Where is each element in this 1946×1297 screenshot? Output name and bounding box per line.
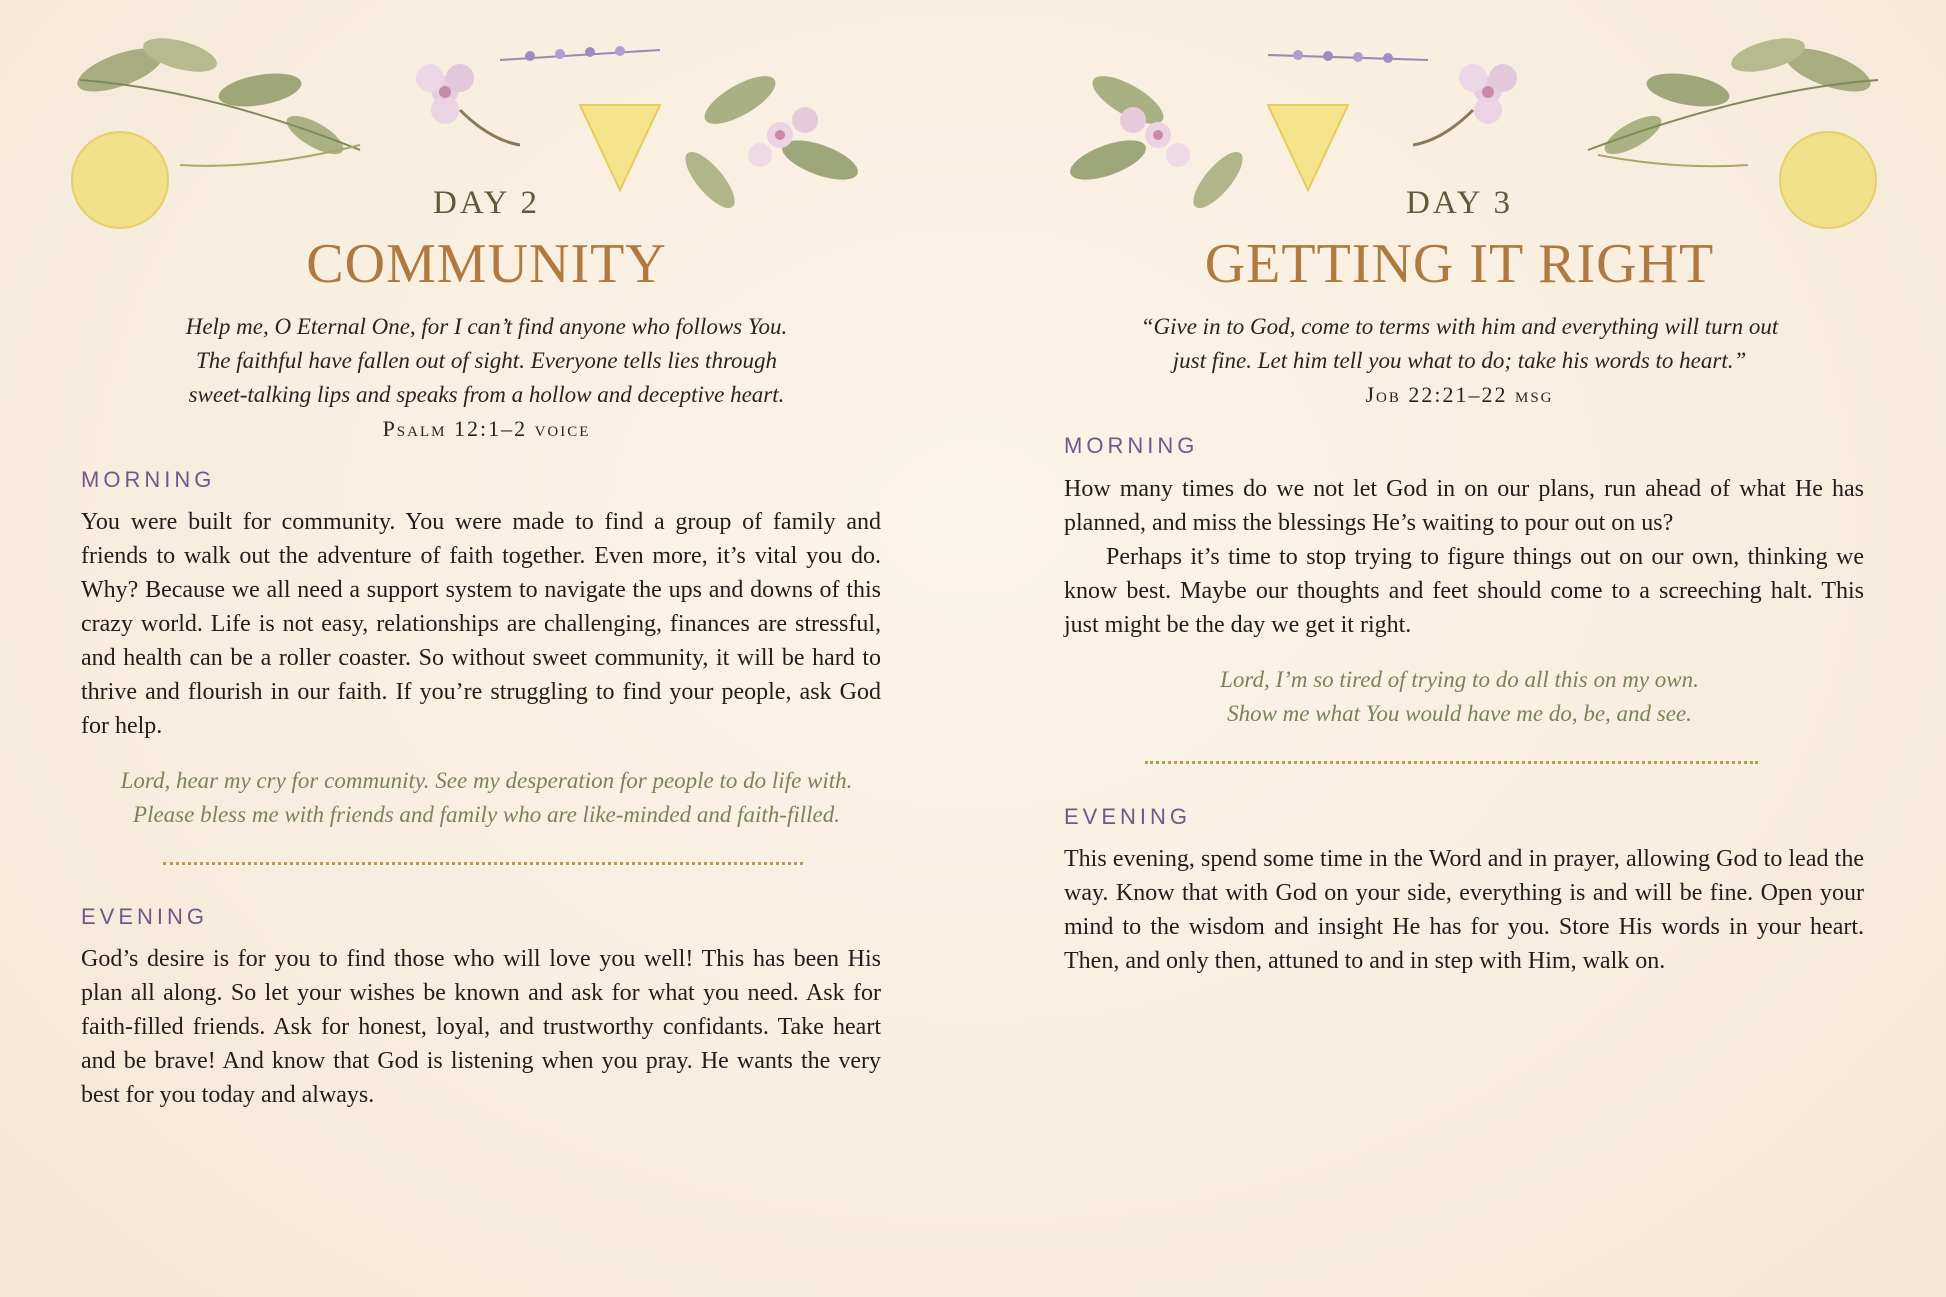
sprig-icon bbox=[1598, 155, 1748, 166]
prayer-line: Please bless me with friends and family who are like-minded and faith-filled. bbox=[133, 802, 840, 827]
verse-line: Help me, O Eternal One, for I can’t find anyone who follows You. bbox=[185, 314, 788, 339]
morning-paragraph: How many times do we not let God in on our plans, run ahead of what He has planned, and miss the blessings He’s waiting to pour out on us? bbox=[1064, 476, 1864, 536]
evening-heading: EVENING bbox=[1064, 804, 1192, 829]
evening-paragraph: This evening, spend some time in the Word and in prayer, allowing God to lead the way. Know that with God on your side, everything is and will be fine. Open your mind to the wisdom and insight He has for you. Store His words in your heart. Then, and only then, attuned to and in step with Him, walk on. bbox=[1064, 846, 1864, 974]
evening-body bbox=[81, 942, 881, 1112]
morning-body bbox=[1064, 472, 1864, 642]
lavender-sprig-icon bbox=[1268, 50, 1428, 63]
morning-paragraph: Perhaps it’s time to stop trying to figure things out on our own, thinking we know best. Maybe our thoughts and feet should come to a screeching halt. This just might be the day we get it right. bbox=[1064, 544, 1864, 638]
dotted-divider bbox=[1145, 761, 1758, 764]
evening-heading: EVENING bbox=[81, 904, 209, 929]
blossom-icon bbox=[1413, 64, 1517, 145]
right-page bbox=[973, 0, 1946, 1297]
day-label: DAY 3 bbox=[1406, 185, 1513, 221]
blossom-icon bbox=[416, 64, 520, 145]
verse-line: just fine. Let him tell you what to do; take his words to heart.” bbox=[1172, 348, 1747, 373]
prayer-line: Lord, hear my cry for community. See my desperation for people to do life with. bbox=[120, 768, 853, 793]
evening-body bbox=[1064, 842, 1864, 978]
morning-paragraph: You were built for community. You were made to find a group of family and friends to walk out the adventure of faith together. Even more, it’s vital you do. Why? Because we all need a support system to navigate the ups and downs of this crazy world. Life is not easy, relationships are challenging, finances are stressful, and health can be a roller coaster. So without sweet community, it will be hard to thrive and flourish in our faith. If you’re struggling to find your people, ask God for help. bbox=[81, 509, 881, 739]
verse-reference: Psalm 12:1–2 voice bbox=[382, 416, 591, 441]
lavender-sprig-icon bbox=[500, 46, 660, 61]
scripture-verse bbox=[0, 310, 973, 446]
dotted-divider bbox=[163, 862, 803, 865]
morning-heading: MORNING bbox=[81, 467, 216, 492]
evening-paragraph: God’s desire is for you to find those who will love you well! This has been His plan all along. So let your wishes be known and ask for what you need. Ask for faith-filled friends. Ask for honest, loyal, and trustworthy confidants. Take heart and be brave! And know that God is listening when you pray. He wants the very best for you today and always. bbox=[81, 946, 881, 1108]
morning-body bbox=[81, 505, 881, 743]
verse-reference: Job 22:21–22 msg bbox=[1365, 382, 1554, 407]
day-label: DAY 2 bbox=[433, 185, 540, 221]
verse-line: The faithful have fallen out of sight. Everyone tells lies through bbox=[195, 348, 778, 373]
morning-heading: MORNING bbox=[1064, 433, 1199, 458]
morning-prayer bbox=[973, 663, 1946, 731]
verse-line: sweet-talking lips and speaks from a hollow and deceptive heart. bbox=[188, 382, 785, 407]
prayer-line: Lord, I’m so tired of trying to do all this on my own. bbox=[1220, 667, 1699, 692]
prayer-line: Show me what You would have me do, be, and see. bbox=[1227, 701, 1692, 726]
morning-prayer bbox=[0, 764, 973, 832]
verse-line: “Give in to God, come to terms with him and everything will turn out bbox=[1140, 314, 1779, 339]
lemon-slice-icon bbox=[1268, 105, 1348, 190]
lemon-slice-icon bbox=[580, 105, 660, 190]
page-title: GETTING IT RIGHT bbox=[1204, 233, 1715, 295]
scripture-verse bbox=[973, 310, 1946, 412]
page-title: COMMUNITY bbox=[306, 233, 667, 295]
